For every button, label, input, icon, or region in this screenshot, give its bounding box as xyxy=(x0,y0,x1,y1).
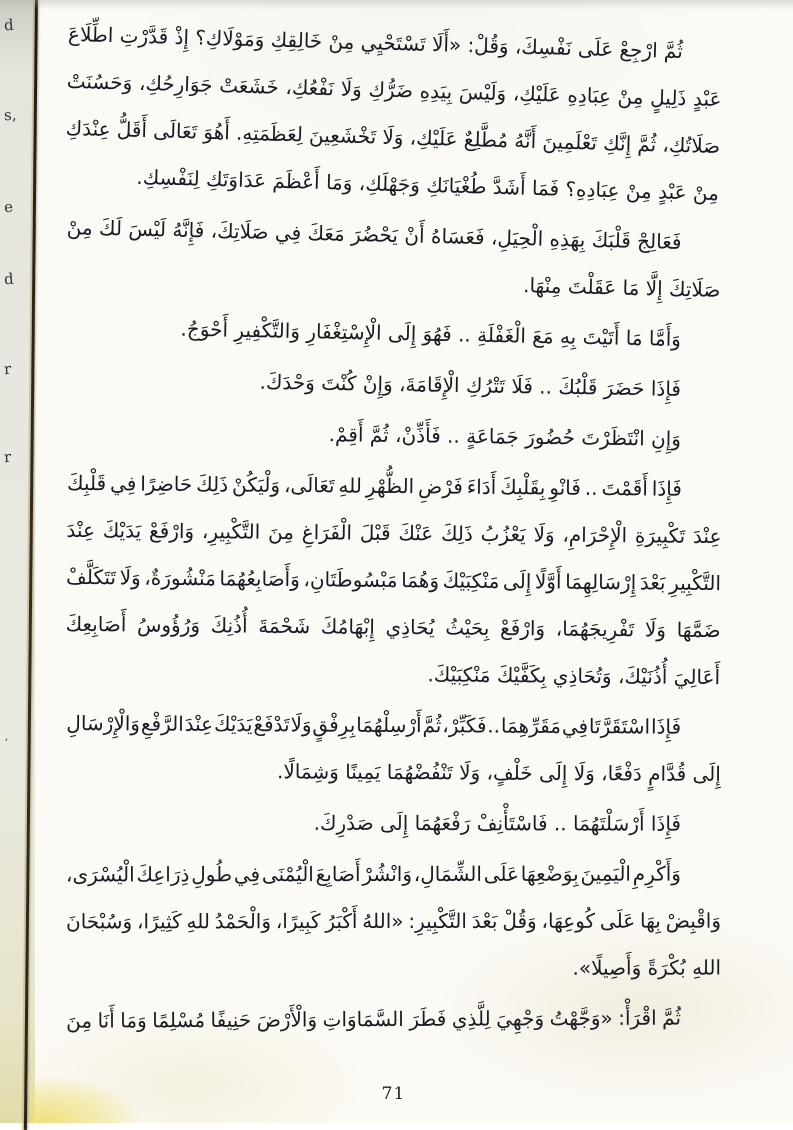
word: قَدَّرْتِ xyxy=(119,23,169,49)
word: قَلْبَكَ xyxy=(591,227,632,253)
word: يَعْزُبُ xyxy=(480,521,526,547)
word: عَلَى xyxy=(599,908,636,933)
word: فَعَالِجْ xyxy=(636,228,682,254)
word: تَفْرِيجَهُمَا، xyxy=(555,616,635,642)
word: وَالْأَرْضَ xyxy=(256,1007,318,1032)
word: «وَجَّهْتُ xyxy=(549,1005,613,1031)
word: أَوَّلًا xyxy=(534,569,562,594)
text-line xyxy=(66,898,721,946)
paragraph xyxy=(66,994,721,1044)
word: وَقُلْ xyxy=(502,908,537,933)
text-line xyxy=(66,851,721,899)
word: وَانْشُرْ xyxy=(362,861,412,887)
word: اسْتَقَرَّتَا xyxy=(588,714,651,739)
word: كُوعِهَا، xyxy=(541,908,596,933)
word: يُحَاذِي xyxy=(385,614,435,640)
word: بِهَا xyxy=(639,908,661,933)
word: حَاضِرًا xyxy=(140,471,193,497)
word: الْيُمْنَى xyxy=(261,862,314,887)
word: عَلَى xyxy=(483,861,519,886)
word: فَرْضِ xyxy=(418,474,464,499)
word: أَصَابِعَ xyxy=(315,862,361,887)
page-number: 71 xyxy=(381,1084,406,1104)
word: فِي xyxy=(561,713,589,739)
word: عَنْكَ xyxy=(398,521,434,546)
text-line xyxy=(66,507,721,560)
word: الْإِحْرَامِ، xyxy=(562,522,628,548)
word: ثُمَّ xyxy=(422,713,442,738)
text-line: فَإِذَا أَرْسَلْتَهُمَا .. فَاسْتَأْنِفْ رَفْعَهُمَا إِلَى صَدْرِكَ. xyxy=(313,810,682,836)
word: وَالْإِرْسَالِ xyxy=(66,711,141,736)
word: تَعْلَمِينَ xyxy=(542,129,598,155)
word: ذِرَاعِكَ xyxy=(136,862,190,887)
word: تَسْتَحْيِي xyxy=(360,30,427,56)
word: عِنْدَ xyxy=(184,711,214,736)
word: يَدَيْكَ xyxy=(102,518,142,543)
word: أَدَاءَ xyxy=(466,474,497,499)
word: طُولِ xyxy=(191,862,233,887)
word: الْيُسْرَى، xyxy=(66,862,135,887)
word: عَلَى xyxy=(577,36,614,62)
word: أُذُنِكَ xyxy=(210,613,248,638)
bleed-through-letter: e xyxy=(3,197,14,217)
word: .. xyxy=(584,475,598,500)
word: التَّكْبِيرِ: xyxy=(408,908,467,933)
word: صَلَاتُكِ، xyxy=(662,132,721,159)
word: تَدْفَعْ xyxy=(253,712,290,737)
text-line: مِنْ عَبْدٍ مِنْ عِبَادِهِ؟ فَمَا أَشَدَّ طُغْيَانَكِ وَجَهْلَكِ، وَمَا أَعْظَمَ عَدَاوَتَكِ لِنَفْسِكِ. xyxy=(136,164,720,206)
word: تَخْشَعِينَ xyxy=(308,122,377,149)
word: عِنْدَ xyxy=(66,517,96,543)
word: الرَّفْعِ xyxy=(140,711,184,736)
word: لَيْسَ xyxy=(128,216,167,242)
word: تَكْبِيرَةِ xyxy=(634,523,686,548)
word: .. xyxy=(487,713,501,738)
word: مَبْسُوطَتَانِ، xyxy=(303,567,398,593)
word: مِنَ xyxy=(66,1008,93,1033)
word: فِي xyxy=(233,862,261,887)
word: وَرُؤُوسُ xyxy=(136,612,201,638)
word: وَلْيَكُنْ xyxy=(231,472,281,497)
word: عَلَيْكِ، xyxy=(512,81,562,107)
word: للهِ xyxy=(338,473,363,498)
word: ضَمَّهَا xyxy=(676,617,721,643)
word: الْحِيَلِ، xyxy=(490,225,544,251)
text-line: وَإِنِ انْتَظَرْتَ حُضُورَ جَمَاعَةٍ .. فَأَذِّنْ، ثُمَّ أَقِمْ. xyxy=(328,422,682,451)
word: وَلَا xyxy=(644,617,667,642)
word: الظُّهْرِ xyxy=(365,473,415,499)
word: إِلَى xyxy=(502,569,532,594)
word: وَلَا xyxy=(119,565,141,590)
word: عِنْدَكِ xyxy=(65,115,111,142)
word: «أَلَا xyxy=(431,32,462,57)
word: مُطَّلِعٌ xyxy=(463,126,509,153)
text-line xyxy=(66,700,721,751)
word: وَلَا xyxy=(340,76,363,102)
word: بِقَلْبِكَ xyxy=(500,475,546,500)
word: وَهُمَا xyxy=(401,568,440,593)
paragraph xyxy=(65,204,722,314)
word: مِنْ xyxy=(617,84,644,109)
word: فِي xyxy=(274,220,302,245)
paragraph xyxy=(66,408,722,464)
paragraph xyxy=(66,303,722,363)
word: الْفَرَاغِ xyxy=(301,520,353,545)
word: أَكْبَرُ xyxy=(325,909,358,934)
word: فَطَرَ xyxy=(409,1006,447,1031)
word: وَمَوْلَاكِ؟ xyxy=(194,25,265,52)
text-line: وَأَمَّا مَا أَتَيْتَ بِهِ مَعَ الْغَفْلَةِ .. فَهُوَ إِلَى الْإِسْتِغْفَارِ وَالتَّكْفِيرِ أَحْوَجُ. xyxy=(180,316,682,351)
text-line xyxy=(66,994,721,1044)
word: فَإِذَا xyxy=(651,476,683,501)
text-line xyxy=(65,601,720,654)
page-text xyxy=(66,20,721,1043)
paragraph xyxy=(65,460,722,701)
word: وَأَصَابِعُهُمَا xyxy=(219,566,300,592)
word: ارْجِعْ xyxy=(619,37,659,63)
word: ذَلِكَ xyxy=(440,521,473,546)
word: وَلَيْسَ xyxy=(458,79,507,106)
word: وَارْفَعْ xyxy=(499,616,546,641)
word: وَقُلْ: xyxy=(467,33,509,59)
paragraph xyxy=(64,11,724,217)
text-line: اللهِ بُكْرَةً وَأَصِيلًا». xyxy=(572,955,722,980)
word: فَكَبِّرْ، xyxy=(442,713,487,738)
bleed-through-letter: r xyxy=(3,359,12,379)
word: وَالْحَمْدُ xyxy=(214,909,272,934)
word: نَفْسِكَ، xyxy=(514,34,573,60)
word: مِنْ xyxy=(328,29,355,54)
word: وَلَا xyxy=(290,712,312,737)
text-line: صَلَاتِكَ إِلَّا مَا عَقَلْتَ مِنْهَا. xyxy=(522,273,721,302)
word: وَحَسُنَتْ xyxy=(66,68,133,95)
word: عَبْدٍ xyxy=(692,86,722,112)
word: أَنَا xyxy=(97,1008,115,1033)
word: بَعْدَ xyxy=(639,570,666,595)
paragraph xyxy=(66,851,721,993)
word: شَحْمَةَ xyxy=(258,613,311,639)
word: الشِّمَالِ، xyxy=(413,861,482,886)
word: يَحْضُرَ xyxy=(350,221,399,248)
word: خَشَعَتْ xyxy=(218,73,280,99)
word: عَلَيْكِ، xyxy=(409,125,458,151)
word: التَّكْبِيرِ، xyxy=(201,519,261,544)
word: وَمَا xyxy=(120,1008,147,1033)
word: وَارْفَعْ xyxy=(148,518,195,544)
word: تَعَالَى xyxy=(152,118,198,144)
word: بِهَذِهِ xyxy=(549,226,586,252)
word: إِرْسَالِهِمَا xyxy=(565,569,637,595)
text-line: أَعَالِيَ أُذُنَيْكَ، وَتُحَاذِي بِكَفَّيْكَ مَنْكِبَيْكَ. xyxy=(427,662,721,690)
word: بِحَيْثُ xyxy=(445,615,490,640)
word: ثُمَّ xyxy=(637,131,657,157)
word: بَعْدَ xyxy=(471,908,498,933)
word: بِيَدِهِ xyxy=(419,78,453,104)
word: للهِ xyxy=(186,909,210,934)
text-line xyxy=(67,460,722,513)
word: أَنْ xyxy=(404,223,425,248)
paragraph xyxy=(66,355,722,413)
bleed-through-letter: d xyxy=(3,15,15,35)
word: مَقَرِّهِمَا xyxy=(500,713,562,738)
word: مِنْ xyxy=(66,215,93,240)
word: ثُمَّ xyxy=(662,1005,682,1030)
bleed-through-letter: d xyxy=(3,269,15,289)
text-line: فَإِذَا حَضَرَ قَلْبُكَ .. فَلَا تَتْرُكِ الْإِقَامَةَ، وَإِنْ كُنْتَ وَحْدَكَ. xyxy=(259,369,682,401)
word: عِنْدَ xyxy=(692,523,722,549)
word: أَرْسِلْهُمَا xyxy=(356,712,422,738)
word: حَنِيفًا xyxy=(210,1007,252,1032)
bleed-through-letter: r xyxy=(3,447,12,467)
word: أَقَمْتَ xyxy=(601,475,648,501)
word: أَقَلُّ xyxy=(116,117,148,143)
word: بِرِفْقٍ xyxy=(312,712,356,737)
word: «اللهُ xyxy=(362,908,404,934)
word: ذَلِيلٍ xyxy=(649,85,687,111)
word: قَلْبِكَ xyxy=(66,470,107,496)
word: ذَلِكَ xyxy=(196,472,229,497)
text-line: إِلَى قُدَّامٍ دَفْعًا، وَلَا إِلَى خَلْفٍ، وَلَا تَنْفُضْهُمَا يَمِينًا وَشِمَالًا. xyxy=(276,759,721,786)
word: مَعَكَ xyxy=(307,220,346,246)
word: وَأَكْرِمِ xyxy=(632,861,681,886)
word: عِبَادِهِ xyxy=(567,82,612,109)
word: صَلَاتِكَ، xyxy=(210,218,269,244)
word: أَنَّهُ xyxy=(514,128,537,153)
scan-edge-shadow xyxy=(0,0,793,10)
word: بِوَضْعِهَا xyxy=(520,861,579,886)
word: نَفْعُكِ، xyxy=(285,74,335,101)
word: اطِّلَاعَ xyxy=(67,21,114,48)
word: وَاقْبِضْ xyxy=(665,908,722,933)
word: الْيَمِينَ xyxy=(580,861,631,886)
paragraph xyxy=(66,799,721,847)
word: تَعَالَى، xyxy=(283,472,335,498)
word: اقْرَأْ: xyxy=(618,1005,657,1030)
word: لَكَ xyxy=(98,215,123,241)
word: وَلَا xyxy=(382,124,404,150)
word: وَلَا xyxy=(533,522,555,547)
word: مِنَ xyxy=(267,519,295,545)
word: وَسُبْحَانَ xyxy=(65,909,133,934)
word: جَوَارِحُكِ، xyxy=(138,70,213,97)
text-line xyxy=(66,554,721,607)
word: كَبِيرًا، xyxy=(275,909,321,934)
word: التَّكْبِيرِ xyxy=(669,570,722,596)
word: لِلَّذِي xyxy=(451,1006,491,1031)
word: مُسْلِمًا xyxy=(152,1007,206,1033)
word: لِعَظَمَتِهِ. xyxy=(235,120,304,147)
word: فَانْوِ xyxy=(549,475,582,500)
bleed-through-letter: s, xyxy=(3,105,18,125)
word: مَنْكِبَيْكَ xyxy=(442,568,500,594)
word: إِبْهَامُكَ xyxy=(320,614,375,639)
word: وَجْهِيَ xyxy=(496,1006,545,1031)
word: إِنَّكِ xyxy=(602,130,632,156)
paragraph xyxy=(66,700,722,798)
word: فَعَسَاهُ xyxy=(430,223,485,250)
word: مَنْشُورَةٌ، xyxy=(144,565,216,591)
word: خَالِقِكِ xyxy=(270,27,323,53)
ink-speck: ، xyxy=(3,730,10,745)
word: يَدَيْكَ xyxy=(213,711,253,737)
word: كَثِيرًا، xyxy=(136,909,182,934)
word: فَإِنَّهُ xyxy=(172,217,205,243)
word: إِذْ xyxy=(174,24,190,50)
word: تَتَكَلَّفْ xyxy=(65,564,117,590)
word: السَّمَاوَاتِ xyxy=(322,1006,404,1032)
word: ضَرُّكِ xyxy=(368,77,414,103)
word: قَبْلَ xyxy=(359,520,391,545)
word: أَصَابِعِكَ xyxy=(65,611,127,637)
word: ثُمَّ xyxy=(663,38,684,64)
word: أَهُوَ xyxy=(203,119,231,145)
word: فِي xyxy=(109,471,137,496)
word: فَإِذَا xyxy=(650,714,682,739)
